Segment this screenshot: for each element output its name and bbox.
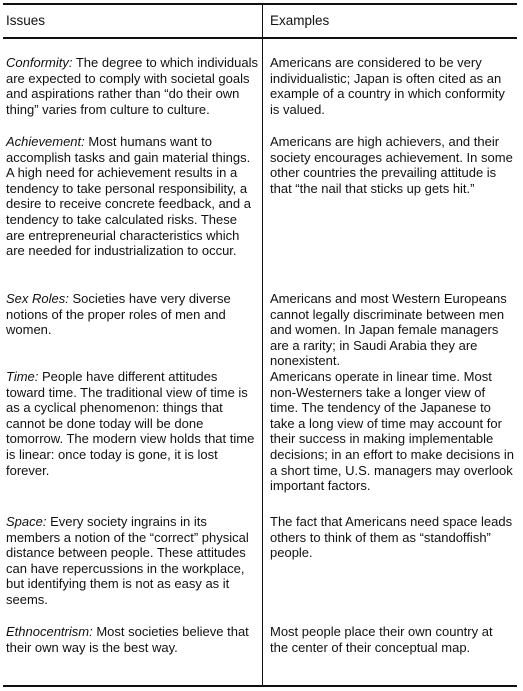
header-rule [3, 37, 517, 39]
issue-description: Societies have very diverse notions of the proper roles of men and women. [6, 291, 231, 338]
issue-term: Time: [6, 369, 39, 384]
example-cell-sex-roles: Americans and most Western Europeans cannot legally discriminate between men and women. In Japan female managers are a rarity; in Saudi Arabia they are nonexistent. [270, 291, 507, 369]
column-divider [262, 3, 263, 687]
table-bottom-rule [3, 685, 517, 687]
example-cell-conformity: Americans are considered to be very individualistic; Japan is often cited as an example of a country in which conformity is valued. [270, 55, 505, 117]
issue-term: Sex Roles: [6, 291, 69, 306]
issue-cell-time [6, 369, 258, 478]
issue-description: Most humans want to accomplish tasks and gain material things. A high need for achievement results in a tendency to take personal responsibility, a desire to receive concrete feedback, and a tendency to take calculated risks. These are entrepreneurial characteristics which are needed for industrialization to occur. [6, 134, 251, 259]
issue-term: Conformity: [6, 55, 73, 70]
issue-description: The degree to which individuals are expected to comply with societal goals and aspirations rather than “do their own thing” varies from culture to culture. [6, 55, 258, 117]
issue-cell-ethnocentrism [6, 624, 258, 655]
example-cell-ethnocentrism: Most people place their own country at the center of their conceptual map. [270, 624, 493, 655]
header-issues: Issues [6, 13, 46, 28]
example-cell-space: The fact that Americans need space leads others to think of them as “standoffish” people. [270, 514, 513, 561]
issue-cell-conformity [6, 55, 258, 117]
issue-cell-sex-roles [6, 291, 258, 338]
issues-examples-table [3, 3, 517, 687]
issue-term: Achievement: [6, 134, 85, 149]
issue-term: Space: [6, 514, 47, 529]
issue-description: Most societies believe that their own way is the best way. [6, 624, 249, 655]
issue-cell-space [6, 514, 258, 608]
issue-description: People have different attitudes toward time. The traditional view of time is as a cyclical phenomenon: things that cannot be done today will be done tomorrow. The modern view holds that time is linear: once today is gone, it is lost forever. [6, 369, 255, 478]
issue-description: Every society ingrains in its members a notion of the “correct” physical distance between people. These attitudes can have repercussions in the workplace, but identifying them is not as easy as it seems. [6, 514, 249, 607]
issue-term: Ethnocentrism: [6, 624, 93, 639]
example-cell-achievement: Americans are high achievers, and their society encourages achievement. In some other countries the prevailing attitude is that “the nail that sticks up gets hit.” [270, 134, 513, 196]
example-cell-time: Americans operate in linear time. Most non-Westerners take a longer view of time. The tendency of the Japanese to take a long view of time may account for their success in making implementable decisions; in an effort to make decisions in a short time, U.S. managers may overlook important factors. [270, 369, 515, 494]
table-top-rule [3, 3, 517, 5]
header-examples: Examples [270, 13, 330, 28]
issue-cell-achievement [6, 134, 258, 259]
